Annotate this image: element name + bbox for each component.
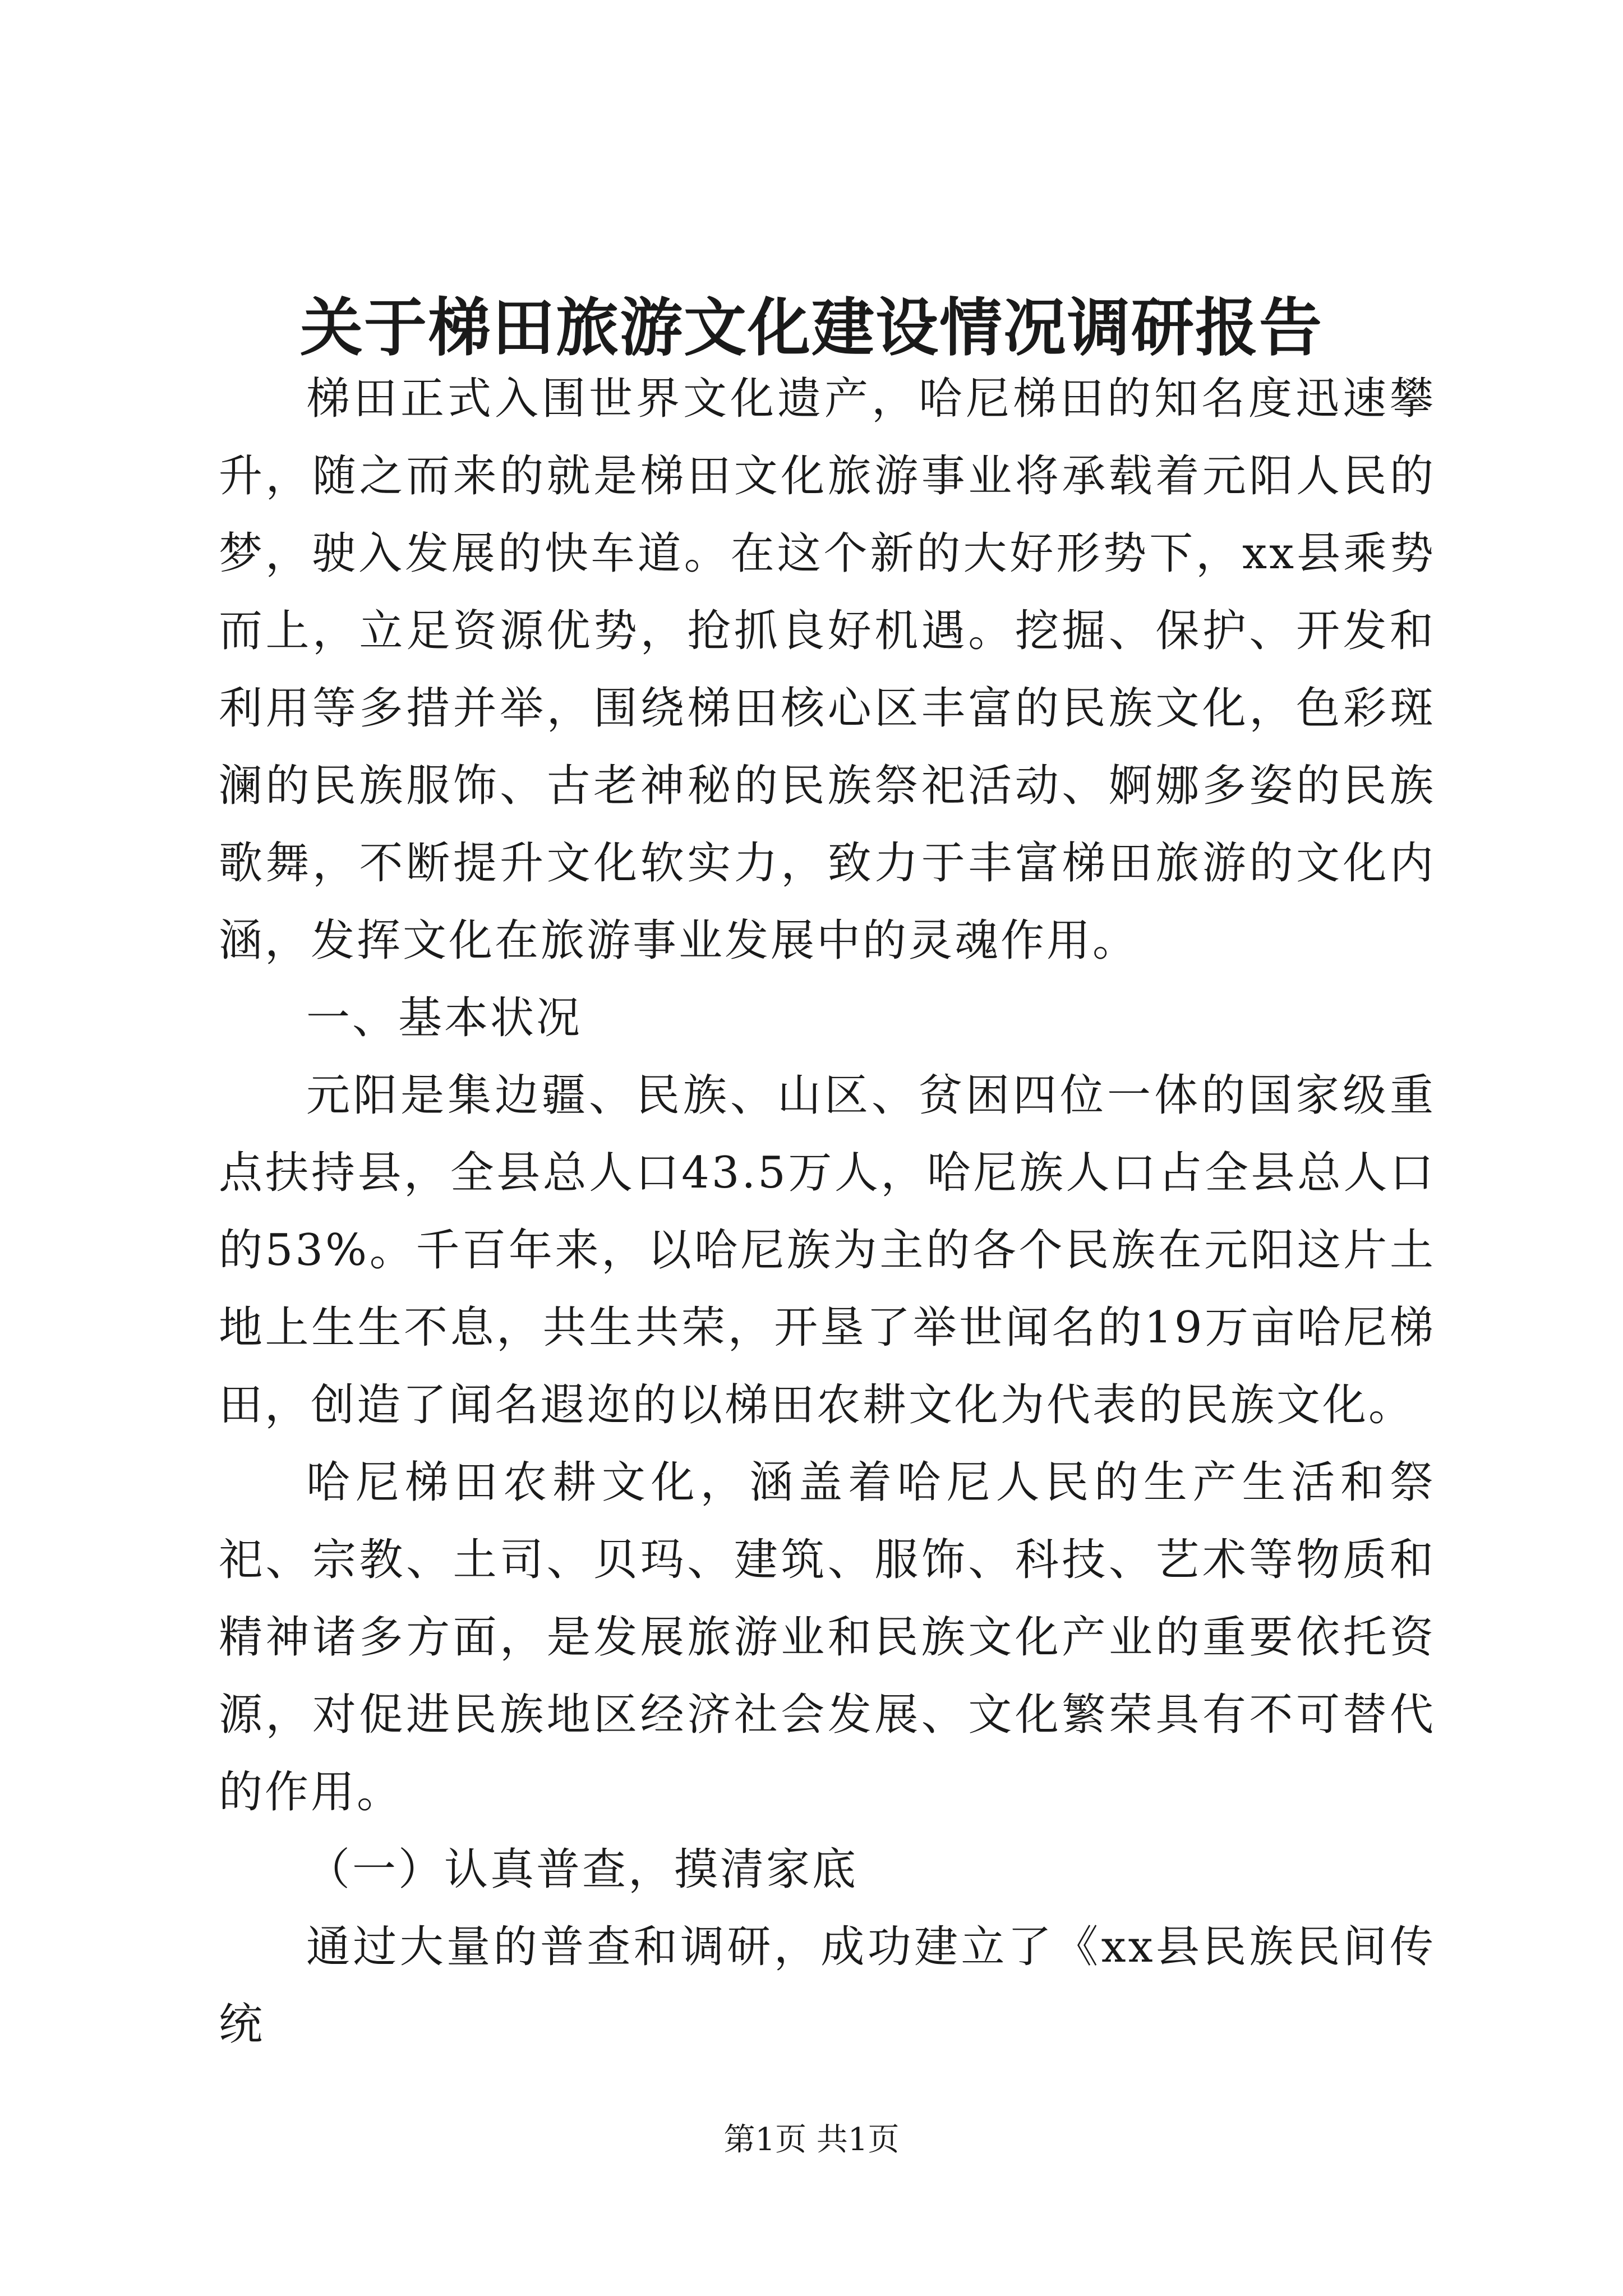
- paragraph-intro: 梯田正式入围世界文化遗产，哈尼梯田的知名度迅速攀升，随之而来的就是梯田文化旅游事业将承载着元阳人民的梦，驶入发展的快车道。在这个新的大好形势下，xx县乘势而上，立足资源优势，抢抓良好机遇。挖掘、保护、开发和利用等多措并举，围绕梯田核心区丰富的民族文化，色彩斑澜的民族服饰、古老神秘的民族祭祀活动、婀娜多姿的民族歌舞，不断提升文化软实力，致力于丰富梯田旅游的文化内涵，发挥文化在旅游事业发展中的灵魂作用。: [219, 374, 1436, 966]
- paragraph-survey: 通过大量的普查和调研，成功建立了《xx县民族民间传统: [219, 1922, 1436, 2050]
- paragraph-hani-farming-culture: 哈尼梯田农耕文化，涵盖着哈尼人民的生产生活和祭祀、宗教、土司、贝玛、建筑、服饰、科技、艺术等物质和精神诸多方面，是发展旅游业和民族文化产业的重要依托资源，对促进民族地区经济社会发展、文化繁荣具有不可替代的作用。: [219, 1457, 1436, 1818]
- subsection-heading-survey: （一）认真普查，摸清家底: [306, 1844, 859, 1895]
- document-body: [219, 360, 1436, 2063]
- document-title: 关于梯田旅游文化建设情况调研报告: [300, 291, 1323, 365]
- section-heading-basic-status: 一、基本状况: [306, 993, 583, 1043]
- page-footer: 第1页 共1页: [723, 2122, 900, 2158]
- paragraph-yuanyang-overview: 元阳是集边疆、民族、山区、贫困四位一体的国家级重点扶持县，全县总人口43.5万人，哈尼族人口占全县总人口的53%。千百年来，以哈尼族为主的各个民族在元阳这片土地上生生不息，共生共荣，开垦了举世闻名的19万亩哈尼梯田，创造了闻名遐迩的以梯田农耕文化为代表的民族文化。: [219, 1070, 1436, 1430]
